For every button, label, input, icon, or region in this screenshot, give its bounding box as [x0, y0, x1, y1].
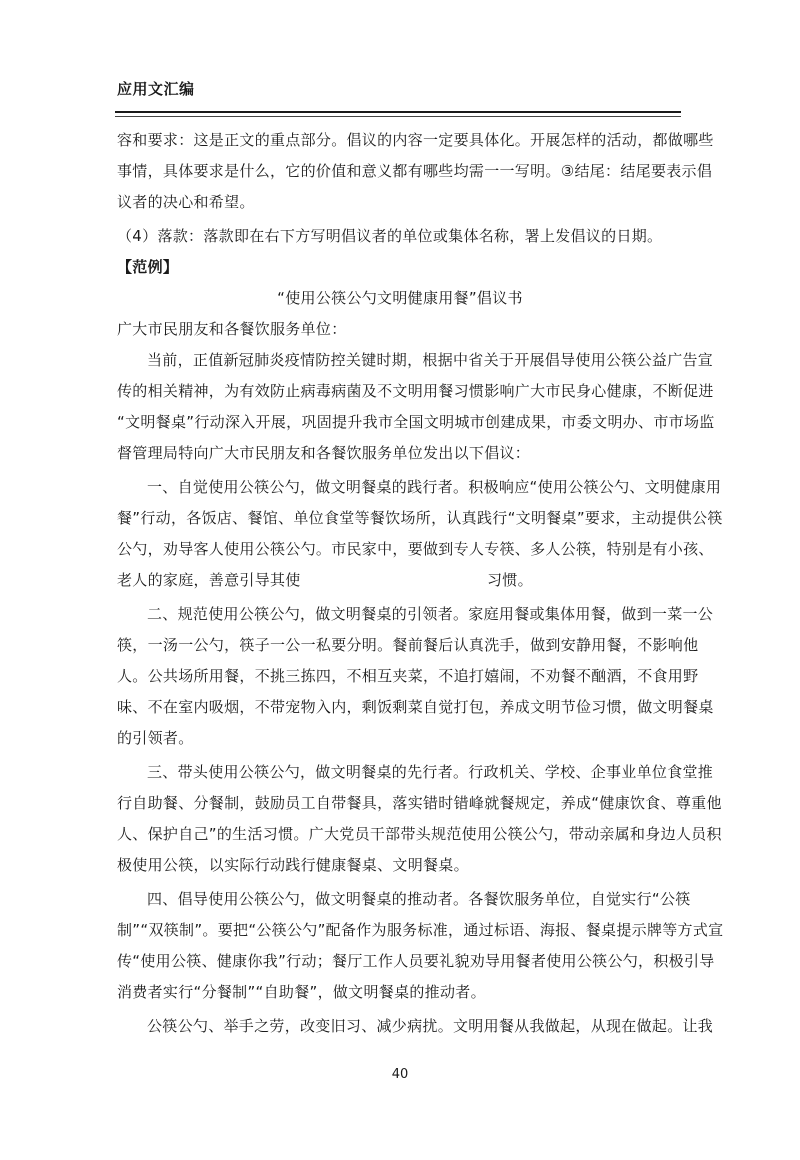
- body-line: “文明餐桌”行动深入开展，巩固提升我市全国文明城市创建成果，市委文明办、市市场监: [117, 413, 715, 431]
- salutation: 广大市民朋友和各餐饮服务单位：: [117, 320, 347, 338]
- header-rule: [115, 111, 681, 113]
- header-rule-thin: [115, 116, 681, 117]
- body-line: 味、不在室内吸烟，不带宠物入内，剩饭剩菜自觉打包，养成文明节俭习惯，做文明餐桌: [117, 698, 714, 716]
- body-line: 的引领者。: [117, 729, 194, 747]
- body-line: 传“使用公筷、健康你我”行动；餐厅工作人员要礼貌劝导用餐者使用公筷公勺，积极引导: [117, 952, 715, 970]
- body-line: 人。公共场所用餐，不挑三拣四，不相互夹菜，不追打嬉闹，不劝餐不酗酒，不食用野: [117, 667, 699, 685]
- body-line: 当前，正值新冠肺炎疫情防控关键时期，根据中省关于开展倡导使用公筷公益广告宣: [147, 351, 714, 369]
- body-line: 四、倡导使用公筷公勺，做文明餐桌的推动者。各餐饮服务单位，自觉实行“公筷: [147, 890, 691, 908]
- body-line: 传的相关精神，为有效防止病毒病菌及不文明用餐习惯影响广大市民身心健康，不断促进: [117, 382, 714, 400]
- body-line-fragment: 习惯。: [487, 571, 533, 589]
- body-line: 议者的决心和希望。: [117, 193, 255, 211]
- body-line: 三、带头使用公筷公勺，做文明餐桌的先行者。行政机关、学校、企事业单位食堂推: [147, 763, 714, 781]
- body-line: 行自助餐、分餐制，鼓励员工自带餐具，落实错时错峰就餐规定，养成“健康饮食、尊重他: [117, 794, 722, 812]
- example-title: “使用公筷公勺文明健康用餐”倡议书: [277, 289, 523, 307]
- body-line: 公筷公勺、举手之劳，改变旧习、减少病扰。文明用餐从我做起，从现在做起。让我: [147, 1017, 714, 1035]
- body-line: 公勺，劝导客人使用公筷公勺。市民家中，要做到专人专筷、多人公筷，特别是有小孩、: [117, 540, 714, 558]
- body-line: 筷，一汤一公勺，筷子一公一私要分明。餐前餐后认真洗手，做到安静用餐，不影响他: [117, 636, 699, 654]
- body-line: 极使用公筷，以实际行动践行健康餐桌、文明餐桌。: [117, 856, 469, 874]
- body-line: 一、自觉使用公筷公勺，做文明餐桌的践行者。积极响应“使用公筷公勺、文明健康用: [147, 478, 722, 496]
- body-line: 人、保护自己”的生活习惯。广大党员干部带头规范使用公筷公勺，带动亲属和身边人员积: [117, 825, 722, 843]
- page-number: 40: [391, 1067, 409, 1082]
- body-line: 督管理局特向广大市民朋友和各餐饮服务单位发出以下倡议：: [117, 444, 531, 462]
- body-line: 事情，具体要求是什么，它的价值和意义都有哪些均需一一写明。③结尾：结尾要表示倡: [117, 162, 713, 180]
- body-line: （4）落款：落款即在右下方写明倡议者的单位或集体名称，署上发倡议的日期。: [117, 227, 663, 245]
- running-header-title: 应用文汇编: [117, 80, 195, 98]
- body-line: 消费者实行“分餐制”“自助餐”，做文明餐桌的推动者。: [117, 983, 486, 1001]
- body-line: 二、规范使用公筷公勺，做文明餐桌的引领者。家庭用餐或集体用餐，做到一菜一公: [147, 605, 714, 623]
- body-line: 老人的家庭，善意引导其使: [117, 571, 301, 589]
- body-line: 餐”行动，各饭店、餐馆、单位食堂等餐饮场所，认真践行“文明餐桌”要求，主动提供公筷: [117, 509, 723, 527]
- section-label: 【范例】: [117, 258, 179, 276]
- body-line: 容和要求：这是正文的重点部分。倡议的内容一定要具体化。开展怎样的活动，都做哪些: [117, 131, 714, 149]
- body-line: 制”“双筷制”。要把“公筷公勺”配备作为服务标准，通过标语、海报、餐桌提示牌等方式宣: [117, 921, 724, 939]
